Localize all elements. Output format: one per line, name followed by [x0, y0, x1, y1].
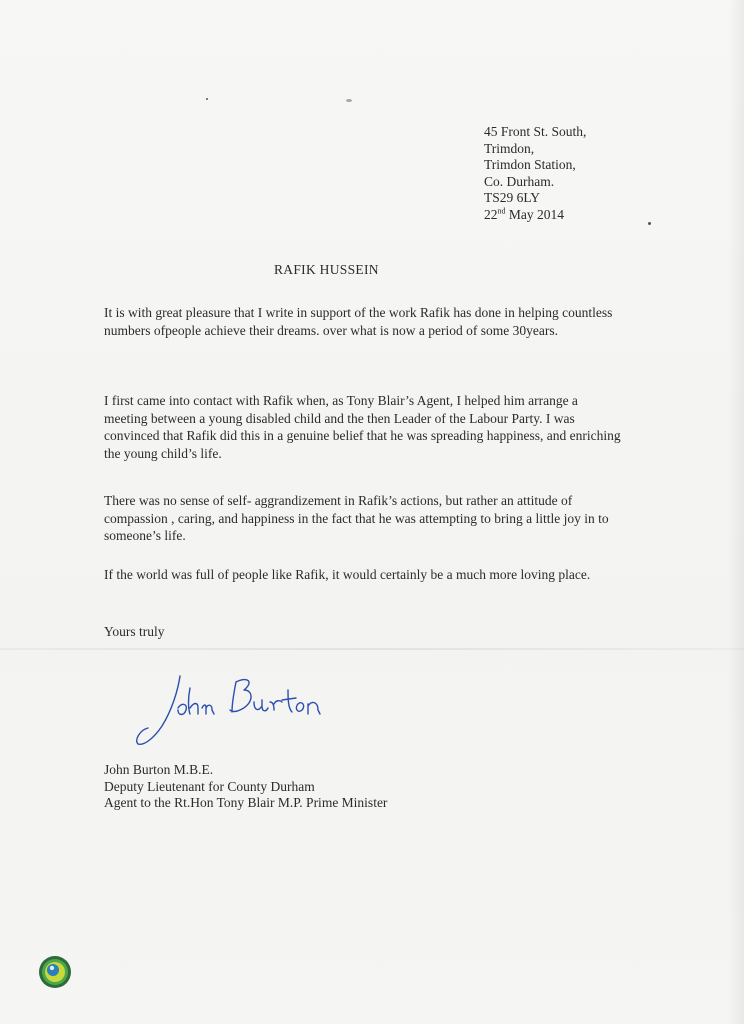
signatory-role: Deputy Lieutenant for County Durham — [104, 778, 315, 794]
paragraph-3: There was no sense of self- aggrandizement in Rafik’s actions, but rather an attitude of compassion , caring, and happiness in the fact that he was attempting to bring a little joy in to someone’s life. — [104, 493, 609, 543]
sender-address — [484, 124, 586, 223]
signatory-block — [104, 762, 387, 812]
address-line: Co. Durham. — [484, 173, 555, 189]
closing-salutation: Yours truly — [104, 624, 165, 639]
handwritten-signature — [132, 668, 332, 750]
signatory-name: John Burton M.B.E. — [104, 762, 214, 777]
paper-fold — [0, 648, 744, 650]
paper-speck — [206, 98, 208, 100]
letter-subject: RAFIK HUSSEIN — [274, 262, 379, 277]
date-day: 22 — [484, 206, 498, 222]
paper-speck — [648, 222, 651, 225]
paper-speck — [346, 99, 352, 102]
address-line: Trimdon, — [484, 140, 535, 156]
address-postcode: TS29 6LY — [484, 190, 541, 205]
paragraph-4: If the world was full of people like Rafik, it would certainly be a much more loving place. — [104, 567, 591, 582]
paragraph-2: I first came into contact with Rafik when, as Tony Blair’s Agent, I helped him arrange a meeting between a young disabled child and the then Leader of the Labour Party. I was convinced that Rafik did this in a genuine belief that he was spreading happiness, and enriching the young child’s life. — [104, 393, 621, 461]
signatory-role: Agent to the Rt.Hon Tony Blair M.P. Prime Minister — [104, 795, 388, 810]
address-line: 45 Front St. South, — [484, 124, 587, 139]
address-line: Trimdon Station, — [484, 157, 576, 172]
paragraph-1: It is with great pleasure that I write in support of the work Rafik has done in helping countless numbers ofpeople achieve their dreams. over what is now a period of some 30years. — [104, 305, 613, 338]
paper-edge-shadow — [728, 0, 744, 1024]
date-suffix: nd — [497, 206, 506, 215]
date-month-year: May 2014 — [505, 206, 564, 222]
circular-logo-icon — [38, 955, 72, 989]
letter-date — [484, 207, 586, 224]
